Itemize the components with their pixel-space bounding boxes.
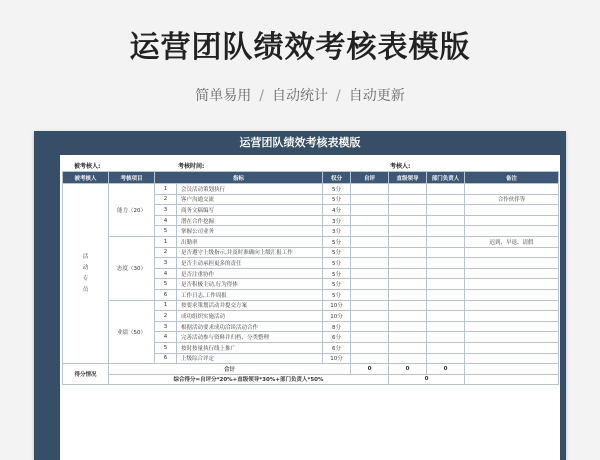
self-score-cell: [351, 321, 389, 332]
table-row: [63, 184, 559, 195]
weight-cell: 10分: [323, 353, 351, 364]
dept-score-cell: [427, 342, 465, 353]
header-weight: 权分: [323, 172, 351, 184]
indicator-cell: 是否积极主动,行为得体: [177, 279, 323, 290]
self-score-cell: [351, 194, 389, 205]
sheet-title: 运营团队绩效考核表模版: [239, 136, 361, 149]
self-score-cell: [351, 353, 389, 364]
self-score-cell: [351, 268, 389, 279]
hero-title: 运营团队绩效考核表模版: [129, 30, 471, 65]
overall-score: 0: [389, 374, 465, 385]
spreadsheet-preview: [34, 131, 566, 460]
self-score-cell: [351, 279, 389, 290]
note-cell: [465, 279, 559, 290]
self-score-cell: [351, 205, 389, 216]
tag-auto-update: 自动更新: [348, 88, 405, 104]
indicator-cell: 商务文稿编写: [177, 205, 323, 216]
leader-score-cell: [389, 194, 427, 205]
self-score-cell: [351, 311, 389, 322]
note-cell: [465, 321, 559, 332]
leader-score-cell: [389, 236, 427, 247]
row-number: 1: [155, 300, 177, 311]
weight-cell: 5分: [323, 289, 351, 300]
indicator-cell: 潜在合作挖掘: [177, 215, 323, 226]
note-cell: [465, 300, 559, 311]
separator: /: [336, 88, 341, 104]
header-self: 自评: [351, 172, 389, 184]
dept-score-cell: [427, 332, 465, 343]
dept-score-cell: [427, 311, 465, 322]
meta-assessee: 被考核人:: [74, 163, 101, 170]
self-score-cell: [351, 236, 389, 247]
weight-cell: 5分: [323, 279, 351, 290]
leader-score-cell: [389, 279, 427, 290]
sheet-paper: [60, 155, 560, 460]
header-leader: 直级领导: [389, 172, 427, 184]
row-number: 4: [155, 268, 177, 279]
dept-score-cell: [427, 258, 465, 269]
dept-score-cell: [427, 184, 465, 195]
overall-note: [465, 374, 559, 385]
indicator-cell: 客户沟通交流: [177, 194, 323, 205]
assessment-table: [62, 171, 559, 385]
dept-score-cell: [427, 236, 465, 247]
note-cell: [465, 289, 559, 300]
weight-cell: 10分: [323, 300, 351, 311]
dept-score-cell: [427, 353, 465, 364]
row-number: 5: [155, 226, 177, 237]
self-score-cell: [351, 342, 389, 353]
weight-cell: 3分: [323, 215, 351, 226]
total-dept: 0: [427, 364, 465, 375]
self-score-cell: [351, 247, 389, 258]
leader-score-cell: [389, 215, 427, 226]
overall-formula: 综合得分=自评分*20%+直级领导*30%+部门负责人*50%: [109, 374, 389, 385]
note-cell: [465, 258, 559, 269]
weight-cell: 10分: [323, 311, 351, 322]
self-score-cell: [351, 215, 389, 226]
dept-score-cell: [427, 205, 465, 216]
weight-cell: 8分: [323, 321, 351, 332]
row-number: 1: [155, 236, 177, 247]
leader-score-cell: [389, 258, 427, 269]
self-score-cell: [351, 300, 389, 311]
self-score-cell: [351, 332, 389, 343]
note-cell: [465, 226, 559, 237]
indicator-cell: 是否主动承担更多的责任: [177, 258, 323, 269]
total-row: [63, 364, 559, 375]
dept-score-cell: [427, 226, 465, 237]
weight-cell: 5分: [323, 194, 351, 205]
indicator-cell: 按要求策划活动并提交方案: [177, 300, 323, 311]
indicator-cell: 工作日志,工作周报: [177, 289, 323, 300]
indicator-cell: 根据活动要求成功洽谈活动合作: [177, 321, 323, 332]
dept-score-cell: [427, 289, 465, 300]
weight-cell: 5分: [323, 184, 351, 195]
row-number: 2: [155, 247, 177, 258]
group-label: [63, 184, 109, 364]
note-cell: [465, 311, 559, 322]
indicator-cell: 按时按量执行线上推广: [177, 342, 323, 353]
leader-score-cell: [389, 321, 427, 332]
overall-row: [63, 374, 559, 385]
total-label: 合计: [109, 364, 351, 375]
tag-easy: 简单易用: [195, 88, 252, 104]
dept-score-cell: [427, 300, 465, 311]
indicator-cell: 掌握公司业务: [177, 226, 323, 237]
leader-score-cell: [389, 205, 427, 216]
header-item: 考核项目: [109, 172, 155, 184]
note-cell: [465, 268, 559, 279]
dept-score-cell: [427, 247, 465, 258]
header-dept: 部门负责人: [427, 172, 465, 184]
tag-auto-stats: 自动统计: [272, 88, 328, 104]
row-number: 5: [155, 342, 177, 353]
section-name: 业绩（50）: [109, 300, 155, 364]
self-score-cell: [351, 258, 389, 269]
row-number: 2: [155, 194, 177, 205]
hero-subtitle: [0, 85, 600, 105]
total-leader: 0: [389, 364, 427, 375]
note-cell: [465, 332, 559, 343]
indicator-cell: 上级综合评定: [177, 353, 323, 364]
header-note: 备注: [465, 172, 559, 184]
dept-score-cell: [427, 215, 465, 226]
weight-cell: 5分: [323, 236, 351, 247]
row-number: 6: [155, 289, 177, 300]
self-score-cell: [351, 184, 389, 195]
row-number: 2: [155, 311, 177, 322]
leader-score-cell: [389, 247, 427, 258]
weight-cell: 6分: [323, 332, 351, 343]
note-cell: [465, 247, 559, 258]
total-note: [465, 364, 559, 375]
weight-cell: 5分: [323, 247, 351, 258]
leader-score-cell: [389, 268, 427, 279]
indicator-cell: 是否注重协作: [177, 268, 323, 279]
row-number: 3: [155, 321, 177, 332]
leader-score-cell: [389, 332, 427, 343]
note-cell: [465, 353, 559, 364]
leader-score-cell: [389, 311, 427, 322]
row-number: 3: [155, 205, 177, 216]
group-label-char: 活: [82, 253, 89, 260]
header-indicator: 指标: [155, 172, 323, 184]
table-row: [63, 236, 559, 247]
indicator-cell: 完善活动参与资料并归档、分类整理: [177, 332, 323, 343]
note-cell: 迟到、早退、请假: [465, 236, 559, 247]
dept-score-cell: [427, 268, 465, 279]
meta-time: 考核时间:: [178, 163, 205, 170]
dept-score-cell: [427, 321, 465, 332]
leader-score-cell: [389, 289, 427, 300]
self-score-cell: [351, 289, 389, 300]
weight-cell: 5分: [323, 258, 351, 269]
note-cell: [465, 205, 559, 216]
row-number: 5: [155, 279, 177, 290]
weight-cell: 3分: [323, 226, 351, 237]
header-assessee: 被考核人: [63, 172, 109, 184]
indicator-cell: 出勤率: [177, 236, 323, 247]
section-name: 态度（30）: [109, 236, 155, 300]
note-cell: 合作伙伴等: [465, 194, 559, 205]
section-name: 能力（20）: [109, 184, 155, 237]
leader-score-cell: [389, 184, 427, 195]
row-number: 4: [155, 215, 177, 226]
table-header-row: [63, 172, 559, 184]
leader-score-cell: [389, 300, 427, 311]
table-row: [63, 300, 559, 311]
row-number: 4: [155, 332, 177, 343]
total-self: 0: [351, 364, 389, 375]
weight-cell: 6分: [323, 342, 351, 353]
group-label-char: 员: [82, 286, 89, 293]
indicator-cell: 成功组织实施活动: [177, 311, 323, 322]
meta-assessor: 考核人:: [390, 163, 411, 170]
leader-score-cell: [389, 342, 427, 353]
dept-score-cell: [427, 194, 465, 205]
summary-label: 得分情况: [63, 364, 109, 385]
indicator-cell: 是否遵守上级指示,并及时准确向上级汇报工作: [177, 247, 323, 258]
leader-score-cell: [389, 226, 427, 237]
group-label-char: 专: [82, 275, 89, 282]
self-score-cell: [351, 226, 389, 237]
row-number: 6: [155, 353, 177, 364]
row-number: 1: [155, 184, 177, 195]
note-cell: [465, 342, 559, 353]
note-cell: [465, 215, 559, 226]
weight-cell: 5分: [323, 268, 351, 279]
weight-cell: 4分: [323, 205, 351, 216]
row-number: 3: [155, 258, 177, 269]
separator: /: [259, 88, 264, 104]
group-label-char: 动: [82, 264, 89, 271]
leader-score-cell: [389, 353, 427, 364]
dept-score-cell: [427, 279, 465, 290]
indicator-cell: 会员活动策划执行: [177, 184, 323, 195]
note-cell: [465, 184, 559, 195]
